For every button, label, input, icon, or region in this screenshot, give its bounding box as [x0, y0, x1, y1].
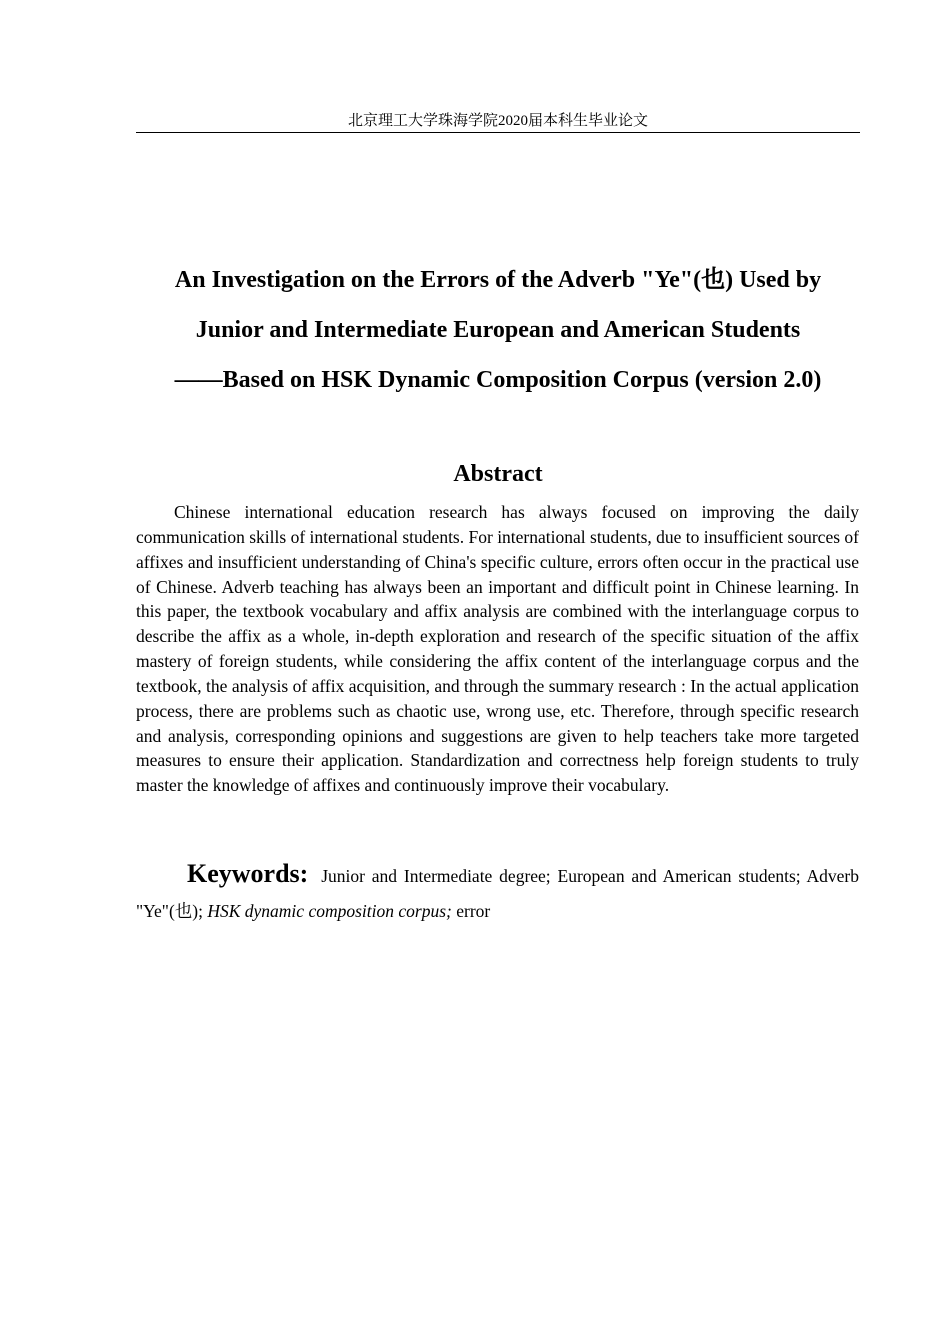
keywords-paragraph — [136, 856, 859, 929]
title-line-3: ——Based on HSK Dynamic Composition Corpus (version 2.0) — [174, 367, 822, 393]
keywords-text-2: error — [456, 901, 491, 921]
keywords-text-italic: HSK dynamic composition corpus; — [207, 901, 452, 921]
abstract-body: Chinese international education research has always focused on improving the daily communication skills of international students. For international students, due to insufficient sources of affixes and insufficient understanding of China's specific culture, errors often occur in the practical use of Chinese. Adverb teaching has always been an important and difficult point in Chinese learning. In this paper, the textbook vocabulary and affix analysis are combined with the interlanguage corpus to describe the affix as a whole, in-depth exploration and research of the specific situation of the affix mastery of foreign students, while considering the affix content of the interlanguage corpus and the textbook, the analysis of affix acquisition, and through the summary research : In the actual application process, there are problems such as chaotic use, wrong use, etc. Therefore, through specific research and analysis, corresponding opinions and suggestions are given to help teachers take more targeted measures to ensure their application. Standardization and correctness help foreign students to truly master the knowledge of affixes and continuously improve their vocabulary. — [136, 502, 859, 796]
page-header — [136, 112, 860, 133]
keywords-label: Keywords: — [187, 859, 309, 888]
abstract-heading: Abstract — [453, 461, 543, 487]
paper-title — [136, 255, 860, 405]
title-line-2: Junior and Intermediate European and American Students — [195, 317, 801, 343]
title-line-1: An Investigation on the Errors of the Adverb "Ye"(也) Used by — [174, 267, 822, 293]
running-title: 北京理工大学珠海学院2020届本科生毕业论文 — [347, 113, 648, 129]
keywords-text-1: Junior and Intermediate degree; European and American students; Adverb "Ye"(也); — [136, 866, 859, 921]
